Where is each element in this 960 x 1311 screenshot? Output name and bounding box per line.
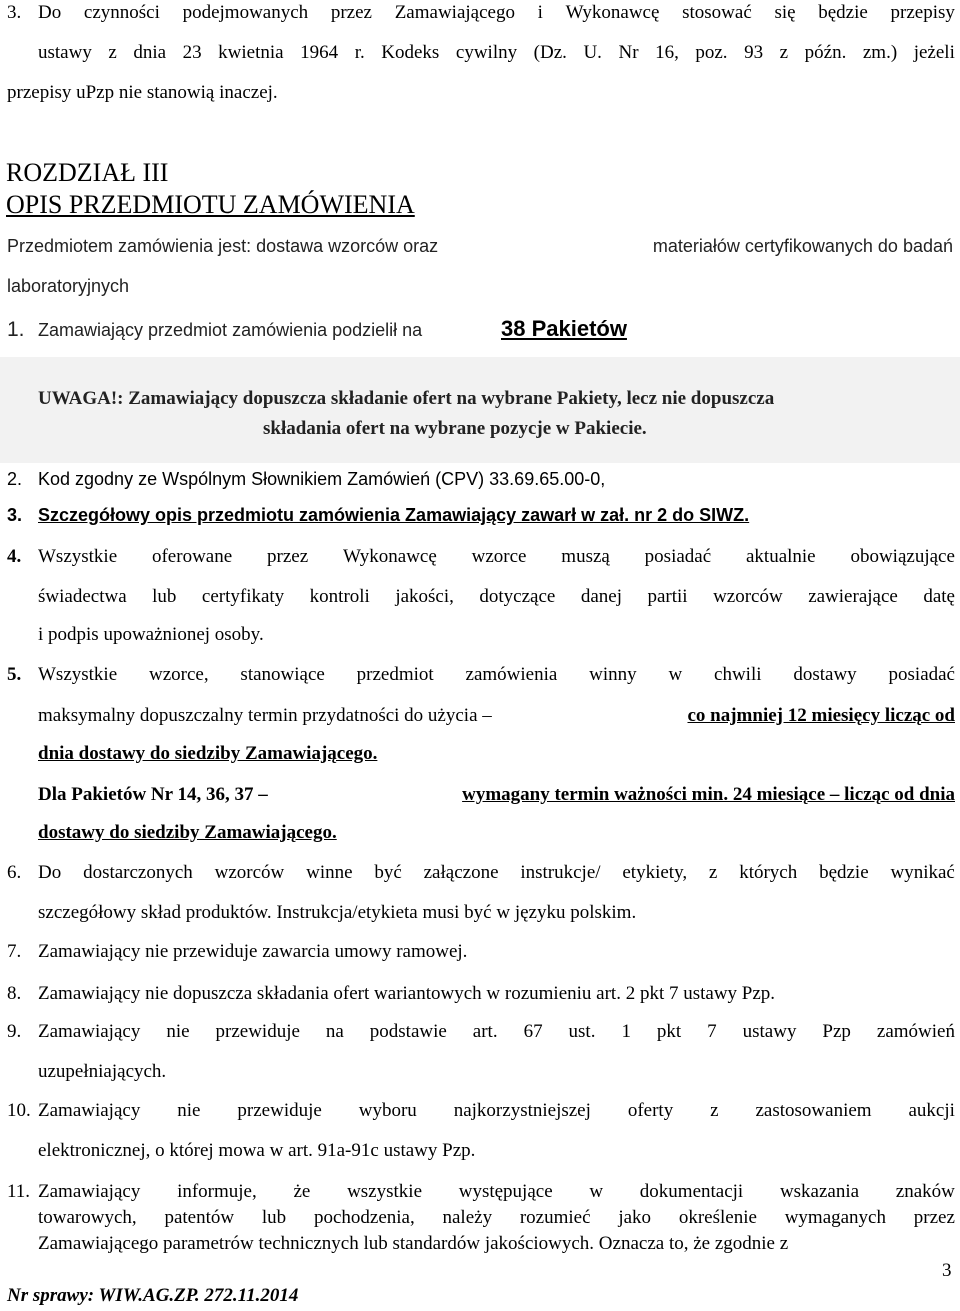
item-3-law-number: 3. — [7, 2, 22, 23]
word: winne — [306, 862, 353, 883]
item-6-line-1 — [38, 862, 955, 884]
word: informuje, — [177, 1181, 257, 1202]
uwaga-line-2: składania ofert na wybrane pozycje w Pakiecie. — [263, 418, 647, 439]
word: być — [374, 862, 402, 883]
item-1-pakiety-count: 38 Pakietów — [501, 316, 627, 341]
word: Wykonawcę — [565, 2, 660, 23]
word: 16, — [655, 42, 679, 63]
word: 67 — [523, 1021, 543, 1042]
uwaga-note-box — [0, 357, 960, 463]
word: Zamawiający — [38, 1021, 141, 1042]
word: certyfikaty — [201, 586, 285, 607]
word: patentów — [164, 1207, 235, 1228]
word: nie — [166, 1021, 190, 1042]
item-5-line-3: dnia dostawy do siedziby Zamawiającego. — [38, 743, 378, 764]
word: zastosowaniem — [755, 1100, 872, 1121]
word: świadectwa — [38, 586, 127, 607]
word: się — [774, 2, 796, 23]
subject-line-1-right: materiałów certyfikowanych do badań — [652, 236, 953, 256]
word: należy — [442, 1207, 493, 1228]
word: wszystkie — [347, 1181, 422, 1202]
word: aktualnie — [745, 546, 816, 567]
word: w — [589, 1181, 604, 1202]
item-2-text: Kod zgodny ze Wspólnym Słownikiem Zamówień (CPV) 33.69.65.00-0, — [38, 469, 606, 489]
subject-line-1-left: Przedmiotem zamówienia jest: dostawa wzorców oraz — [7, 236, 439, 256]
word: Zamawiający — [38, 1181, 141, 1202]
case-number-footer: Nr sprawy: WIW.AG.ZP. 272.11.2014 — [7, 1285, 299, 1306]
word: przez — [913, 1207, 955, 1228]
word: wzorców — [214, 862, 285, 883]
item-3-law-line-3: przepisy uPzp nie stanowią inaczej. — [7, 82, 278, 103]
word: ustawy — [742, 1021, 797, 1042]
word: 7 — [707, 1021, 717, 1042]
item-8-number: 8. — [7, 983, 22, 1004]
word: dostawy — [793, 664, 857, 685]
word: przewiduje — [237, 1100, 322, 1121]
word: Wszystkie — [38, 546, 118, 567]
word: lub — [261, 1207, 287, 1228]
item-7-text: Zamawiający nie przewiduje zawarcia umowy ramowej. — [38, 941, 468, 962]
word: obowiązujące — [850, 546, 955, 567]
word: późn. — [804, 42, 847, 63]
word: jeżeli — [913, 42, 955, 63]
word: 93 — [744, 42, 764, 63]
word: towarowych, — [38, 1207, 137, 1228]
subject-line-2: laboratoryjnych — [7, 276, 130, 296]
word: pochodzenia, — [313, 1207, 415, 1228]
word: Do — [38, 2, 62, 23]
word: z — [779, 42, 789, 63]
word: pkt — [656, 1021, 682, 1042]
word: załączone — [423, 862, 499, 883]
item-5-line-4-emphasis: wymagany termin ważności min. 24 miesiące – licząc od dnia — [462, 784, 955, 805]
item-10-line-2: elektronicznej, o której mowa w art. 91a-91c ustawy Pzp. — [38, 1140, 476, 1161]
item-9-line-1 — [38, 1021, 955, 1043]
word: oferty — [627, 1100, 674, 1121]
item-5-line-4-plain: Dla Pakietów Nr 14, 36, 37 – — [38, 784, 268, 805]
word: dostarczonych — [83, 862, 193, 883]
word: będzie — [819, 862, 869, 883]
item-1-number: 1. — [7, 318, 25, 341]
word: przez — [330, 2, 372, 23]
item-4-line-2 — [38, 586, 955, 608]
word: z — [108, 42, 117, 63]
item-10-number: 10. — [7, 1100, 31, 1121]
word: etykiety, — [622, 862, 688, 883]
item-8-text: Zamawiający nie dopuszcza składania ofert wariantowych w rozumieniu art. 2 pkt 7 ustawy Pzp. — [38, 983, 776, 1004]
word: przedmiot — [356, 664, 434, 685]
item-11-number: 11. — [7, 1181, 31, 1202]
item-2-number: 2. — [7, 469, 23, 489]
word: podejmowanych — [182, 2, 309, 23]
word: dnia — [133, 42, 167, 63]
word: że — [293, 1181, 311, 1202]
item-4-line-3: i podpis upoważnionej osoby. — [38, 624, 264, 645]
item-7-number: 7. — [7, 941, 22, 962]
item-11-line-1 — [38, 1181, 955, 1203]
word: jakości, — [395, 586, 454, 607]
word: z — [708, 862, 718, 883]
word: stanowiące — [240, 664, 325, 685]
word: stosować — [682, 2, 752, 23]
word: partii — [647, 586, 688, 607]
word: wzorce — [471, 546, 527, 567]
word: Wszystkie — [38, 664, 118, 685]
item-5-line-1 — [38, 664, 955, 686]
word: zamówienia — [465, 664, 558, 685]
item-10-line-1 — [38, 1100, 955, 1122]
word: dokumentacji — [639, 1181, 744, 1202]
word: nie — [177, 1100, 201, 1121]
word: Wykonawcę — [342, 546, 437, 567]
item-9-line-2: uzupełniających. — [38, 1061, 167, 1082]
word: wymaganych — [784, 1207, 886, 1228]
word: dotyczące — [479, 586, 556, 607]
word: przez — [267, 546, 309, 567]
word: 1964 — [300, 42, 339, 63]
word: wzorce, — [148, 664, 209, 685]
item-6-line-2: szczegółowy skład produktów. Instrukcja/etykieta musi być w języku polskim. — [38, 902, 637, 923]
word: których — [739, 862, 798, 883]
item-3-law-line-2 — [38, 42, 955, 64]
item-4-line-1 — [38, 546, 955, 568]
word: jako — [618, 1207, 652, 1228]
item-5-number: 5. — [7, 664, 22, 685]
word: znaków — [895, 1181, 955, 1202]
chapter-number: ROZDZIAŁ III — [6, 158, 169, 187]
word: instrukcje/ — [520, 862, 601, 883]
item-4-number: 4. — [7, 546, 22, 567]
word: chwili — [714, 664, 762, 685]
word: poz. — [695, 42, 728, 63]
word: określenie — [678, 1207, 757, 1228]
word: 23 — [182, 42, 202, 63]
word: winny — [589, 664, 637, 685]
word: czynności — [83, 2, 160, 23]
word: w — [668, 664, 683, 685]
word: przepisy — [890, 2, 955, 23]
word: kontroli — [309, 586, 370, 607]
word: Zamawiającego — [394, 2, 515, 23]
word: lub — [152, 586, 177, 607]
uwaga-line-1: UWAGA!: Zamawiający dopuszcza składanie ofert na wybrane Pakiety, lecz nie dopuszcza — [38, 388, 775, 409]
word: cywilny — [455, 42, 518, 63]
word: art. — [472, 1021, 498, 1042]
word: posiadać — [888, 664, 955, 685]
item-5-line-2-emphasis: co najmniej 12 miesięcy licząc od — [687, 705, 955, 726]
word: zm.) — [862, 42, 898, 63]
word: Zamawiający — [38, 1100, 141, 1121]
word: Nr — [618, 42, 639, 63]
item-9-number: 9. — [7, 1021, 22, 1042]
word: wzorców — [713, 586, 783, 607]
word: podstawie — [369, 1021, 447, 1042]
word: na — [325, 1021, 344, 1042]
word: 1 — [621, 1021, 631, 1042]
word: będzie — [818, 2, 868, 23]
word: zawierające — [808, 586, 898, 607]
item-3-spec-text: Szczegółowy opis przedmiotu zamówienia Zamawiający zawarł w zał. nr 2 do SIWZ. — [38, 505, 750, 525]
word: i — [537, 2, 543, 23]
word: danej — [580, 586, 622, 607]
word: wskazania — [779, 1181, 860, 1202]
word: posiadać — [644, 546, 712, 567]
item-1-text: Zamawiający przedmiot zamówienia podzielił na — [38, 320, 423, 340]
word: rozumieć — [519, 1207, 591, 1228]
word: muszą — [561, 546, 610, 567]
word: wyboru — [358, 1100, 417, 1121]
chapter-title: OPIS PRZEDMIOTU ZAMÓWIENIA — [6, 190, 415, 219]
word: najkorzystniejszej — [453, 1100, 591, 1121]
word: występujące — [458, 1181, 553, 1202]
word: r. — [354, 42, 365, 63]
word: wynikać — [890, 862, 955, 883]
item-3-spec-number: 3. — [7, 505, 23, 525]
item-3-law-line-1 — [38, 2, 955, 24]
page-number: 3 — [942, 1260, 952, 1281]
word: kwietnia — [218, 42, 284, 63]
word: datę — [923, 586, 955, 607]
word: z — [710, 1100, 719, 1121]
word: zamówień — [876, 1021, 955, 1042]
word: przewiduje — [215, 1021, 300, 1042]
item-11-line-2 — [38, 1207, 955, 1229]
word: oferowane — [151, 546, 233, 567]
item-5-line-5: dostawy do siedziby Zamawiającego. — [38, 822, 337, 843]
item-11-line-3: Zamawiającego parametrów technicznych lub standardów jakościowych. Oznacza to, że zgodnie z — [38, 1233, 789, 1254]
word: ustawy — [38, 42, 92, 63]
word: aukcji — [908, 1100, 955, 1121]
word: (Dz. — [533, 42, 567, 63]
word: ust. — [568, 1021, 596, 1042]
word: U. — [583, 42, 602, 63]
word: Kodeks — [381, 42, 440, 63]
word: Pzp — [822, 1021, 851, 1042]
item-5-line-2-plain: maksymalny dopuszczalny termin przydatności do użycia – — [38, 705, 492, 726]
word: Do — [38, 862, 62, 883]
item-6-number: 6. — [7, 862, 22, 883]
